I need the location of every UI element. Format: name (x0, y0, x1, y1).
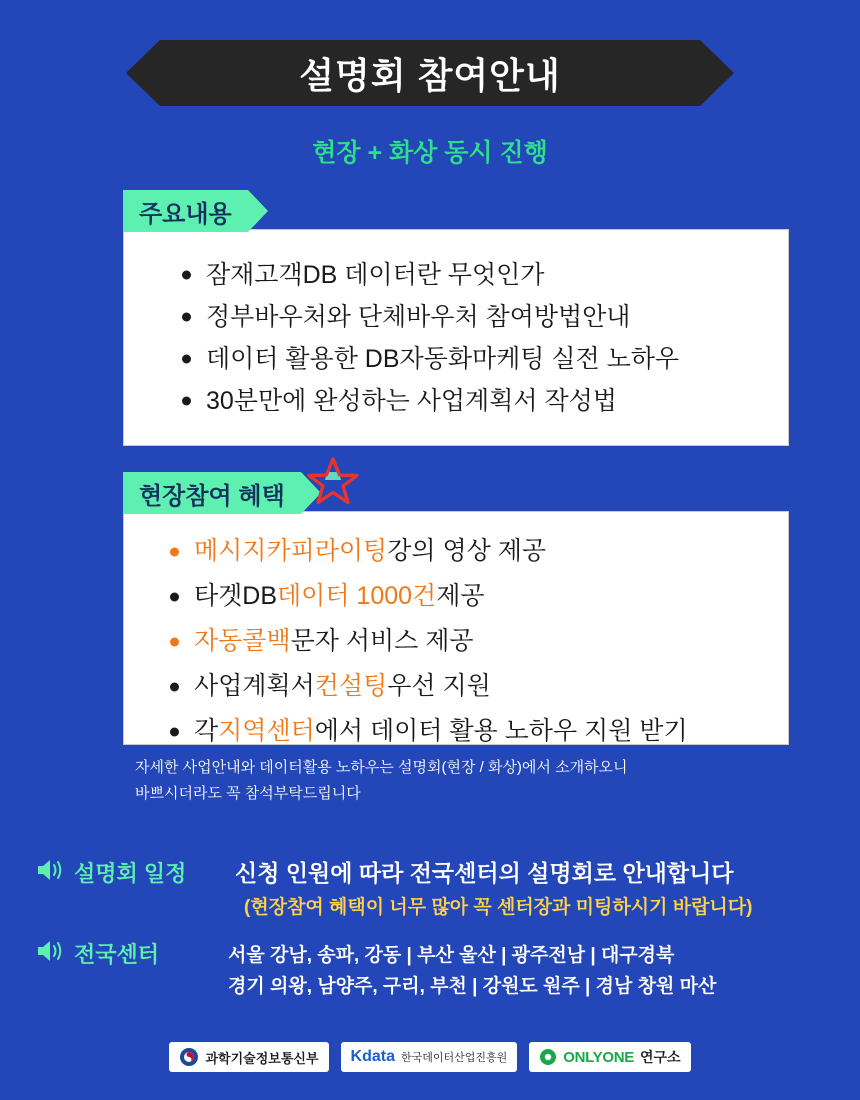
bullet-dot-icon (170, 547, 179, 556)
logo-kdata-label: 한국데이터산업진흥원 (400, 1052, 508, 1064)
gov-emblem-icon (179, 1047, 199, 1067)
list-item-text: 우선 지원 (387, 672, 491, 700)
main-content-box (123, 229, 789, 446)
list-item-text: 에서 데이터 활용 노하우 지원 받기 (314, 717, 688, 745)
title-banner (160, 40, 700, 106)
page-subtitle: 현장 + 화상 동시 진행 (312, 139, 548, 167)
speaker-icon (35, 857, 65, 888)
centers-line-1: 서울 강남, 송파, 강동 | 부산 울산 | 광주전남 | 대구경북 (228, 945, 675, 966)
list-item-text: 정부바우처와 단체바우처 참여방법안내 (206, 302, 631, 331)
benefits-list (124, 512, 788, 754)
note-text (135, 755, 835, 808)
onlyone-mark-icon (539, 1048, 557, 1066)
centers-row-label (35, 938, 159, 969)
list-item (166, 380, 788, 422)
bullet-dot-icon (170, 727, 179, 736)
list-item-text: 데이터 활용한 DB자동화마케팅 실전 노하우 (206, 344, 680, 373)
logo-onlyone (529, 1042, 690, 1072)
list-item-text: 사업계획서 (194, 672, 315, 700)
note-line-2: 바쁘시더라도 꼭 참석부탁드립니다 (135, 785, 361, 803)
list-item (166, 254, 788, 296)
list-item (154, 574, 788, 619)
schedule-label: 설명회 일정 (74, 861, 187, 886)
logo-onlyone-label: ONLYONE (563, 1048, 634, 1066)
list-item-text: 제공 (436, 582, 485, 610)
section-tab-label: 주요내용 (139, 200, 232, 228)
logo-onlyone-suffix: 연구소 (639, 1049, 681, 1065)
centers-label: 전국센터 (74, 942, 160, 967)
list-item (154, 709, 788, 754)
list-item-text: 데이터 1000건 (277, 582, 437, 610)
logo-bar (0, 1042, 860, 1072)
list-item-text: 강의 영상 제공 (387, 537, 546, 565)
list-item (166, 338, 788, 380)
bullet-dot-icon (170, 592, 179, 601)
list-item (166, 296, 788, 338)
logo-kdata-prefix: Kdata (350, 1048, 395, 1065)
list-item-text: 자동콜백 (194, 627, 291, 655)
list-item-text: 타겟DB (194, 582, 278, 610)
logo-gov-label: 과학기술정보통신부 (205, 1050, 319, 1066)
schedule-row-label (35, 857, 186, 888)
section-tab-main-content (123, 190, 248, 232)
list-item-text: 컨설팅 (314, 672, 388, 700)
bullet-dot-icon (170, 637, 179, 646)
centers-text (228, 940, 716, 1003)
bullet-dot-icon (170, 682, 179, 691)
note-line-1: 자세한 사업안내와 데이터활용 노하우는 설명회(현장 / 화상)에서 소개하오니 (135, 759, 628, 776)
speaker-icon (35, 938, 65, 969)
centers-line-2: 경기 의왕, 남양주, 구리, 부천 | 강원도 원주 | 경남 창원 마산 (228, 976, 717, 998)
list-item (154, 664, 788, 709)
list-item-text: 30분만에 완성하는 사업계획서 작성법 (206, 386, 617, 415)
bullet-dot-icon (182, 313, 191, 322)
schedule-main-text: 신청 인원에 따라 전국센터의 설명회로 안내합니다 (235, 860, 734, 886)
page-title: 설명회 참여안내 (299, 54, 561, 96)
list-item (154, 619, 788, 664)
section-tab-benefits (123, 472, 301, 514)
bullet-dot-icon (182, 355, 191, 364)
title-banner-wrap (0, 40, 860, 106)
bullet-dot-icon (182, 397, 191, 406)
star-icon (305, 455, 361, 512)
logo-kdata (341, 1042, 518, 1072)
schedule-sub-text: (현장참여 혜택이 너무 많아 꼭 센터장과 미팅하시기 바랍니다) (244, 897, 753, 918)
section-tab-label: 현장참여 혜택 (139, 482, 285, 510)
list-item (154, 529, 788, 574)
bullet-dot-icon (182, 271, 191, 280)
logo-gov (169, 1042, 328, 1072)
list-item-text: 지역센터 (218, 717, 315, 745)
main-content-list (124, 230, 788, 422)
list-item-text: 메시지카피라이팅 (194, 537, 388, 565)
list-item-text: 문자 서비스 제공 (290, 627, 474, 655)
list-item-text: 각 (194, 717, 219, 745)
list-item-text: 잠재고객DB 데이터란 무엇인가 (206, 260, 545, 289)
benefits-box (123, 511, 789, 745)
